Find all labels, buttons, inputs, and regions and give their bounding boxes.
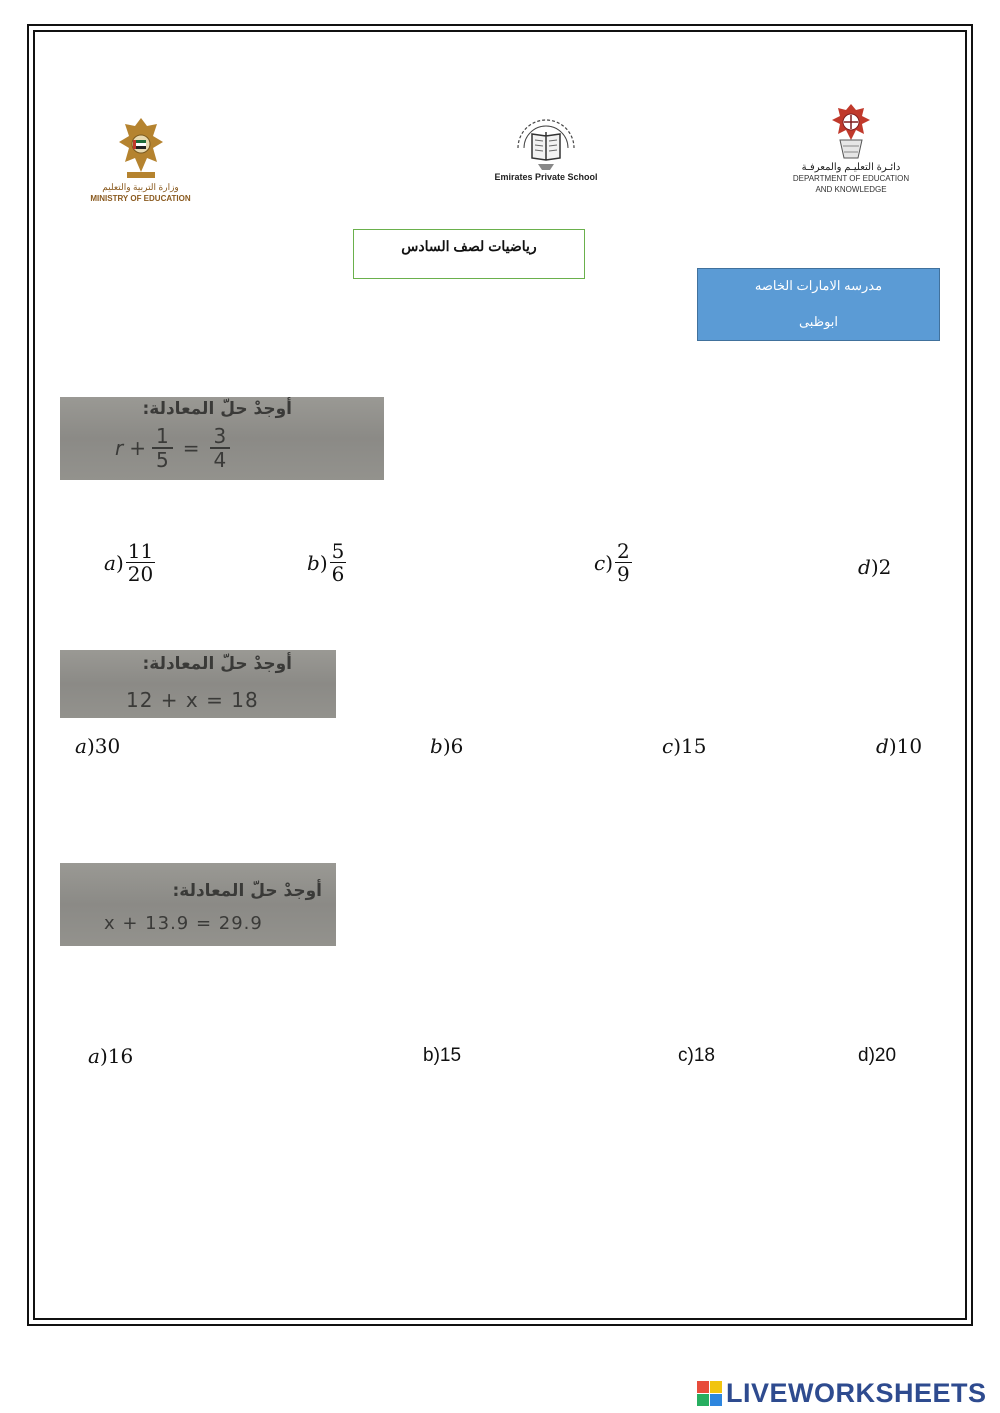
question-2-prompt: أوجدْ حلّ المعادلة: xyxy=(142,654,292,674)
school-logo xyxy=(490,108,602,183)
q1-option-d[interactable]: d ) 2 xyxy=(858,555,892,579)
option-letter: d xyxy=(858,555,871,579)
q2-option-b[interactable]: b ) 6 xyxy=(430,734,464,758)
question-2-image xyxy=(60,650,336,718)
school-english-text: Emirates Private School xyxy=(494,172,598,182)
option-letter: a xyxy=(88,1044,100,1068)
question-2-equation: 12 + x = 18 xyxy=(126,688,259,712)
q2-option-c[interactable]: c ) 15 xyxy=(662,734,707,758)
fraction-2-denominator: 4 xyxy=(213,448,227,472)
department-arabic-text: دائـرة التعليـم والمعرفـة xyxy=(801,162,901,173)
option-numerator: 5 xyxy=(331,539,345,563)
q3-option-d[interactable]: d)20 xyxy=(858,1045,897,1066)
q3-option-c[interactable]: c)18 xyxy=(678,1045,715,1066)
option-value: 2 xyxy=(878,555,892,579)
q1-option-b[interactable]: b ) $\frac{5}{6}$ xyxy=(307,539,345,586)
school-name-line2: ابوظبى xyxy=(798,314,839,329)
option-letter: a xyxy=(104,550,116,575)
option-denominator: 6 xyxy=(331,562,345,586)
ministry-english-text: MINISTRY OF EDUCATION xyxy=(90,194,191,203)
q1-option-a[interactable]: a ) $\frac{11}{20}$ xyxy=(104,539,154,586)
option-value: 15 xyxy=(681,734,707,758)
equation-variable: r xyxy=(115,436,124,460)
question-3-equation: x + 13.9 = 29.9 xyxy=(104,913,263,934)
q3-option-b[interactable]: b)15 xyxy=(423,1045,462,1066)
equation-fraction-2 xyxy=(210,425,231,471)
option-value: 6 xyxy=(450,734,464,758)
option-letter: d xyxy=(876,734,889,758)
option-denominator: 20 xyxy=(127,562,154,586)
fraction-1-denominator: 5 xyxy=(156,448,169,472)
school-name-box xyxy=(697,268,940,341)
ministry-arabic-text: وزارة التربية والتعليم xyxy=(102,182,179,192)
option-letter: b xyxy=(307,550,320,575)
q2-option-a[interactable]: a ) 30 xyxy=(75,734,121,758)
q3-option-a[interactable]: a ) 16 xyxy=(88,1044,134,1068)
school-name-line1: مدرسه الامارات الخاصه xyxy=(754,278,883,293)
option-fraction xyxy=(330,540,347,585)
option-value: 30 xyxy=(94,734,121,758)
department-logo xyxy=(790,100,912,195)
option-fraction xyxy=(615,540,632,585)
option-value: 16 xyxy=(107,1044,134,1068)
worksheet-title: رياضيات لصف السادس xyxy=(353,229,585,279)
option-denominator: 9 xyxy=(617,562,630,586)
fraction-1-numerator: 1 xyxy=(152,425,173,449)
option-value: 10 xyxy=(896,734,923,758)
question-1-prompt: أوجدْ حلّ المعادلة: xyxy=(142,399,292,419)
open-book-emblem-icon xyxy=(510,108,582,172)
ministry-logo xyxy=(88,112,193,204)
option-letter: c xyxy=(594,550,606,575)
question-1-image xyxy=(60,397,384,480)
q2-option-d[interactable]: d ) 10 xyxy=(876,734,923,758)
equation-fraction-1 xyxy=(152,425,173,471)
option-letter: c xyxy=(662,734,674,758)
equation-plus: + xyxy=(129,436,146,460)
fraction-2-numerator: 3 xyxy=(210,425,231,449)
equation-equals: = xyxy=(182,436,200,460)
liveworksheets-mark-icon xyxy=(697,1381,722,1406)
department-english-line2: AND KNOWLEDGE xyxy=(815,185,887,194)
department-english-line1: DEPARTMENT OF EDUCATION xyxy=(792,174,910,183)
option-letter: a xyxy=(75,734,87,758)
liveworksheets-brand-text: LIVEWORKSHEETS xyxy=(726,1378,987,1408)
question-1-equation xyxy=(115,425,230,471)
option-numerator: 11 xyxy=(127,539,154,563)
question-3-prompt: أوجدْ حلّ المعادلة: xyxy=(172,881,322,901)
abu-dhabi-emblem-icon xyxy=(826,100,876,162)
option-fraction xyxy=(126,540,155,585)
question-3-image xyxy=(60,863,336,946)
option-letter: b xyxy=(430,734,443,758)
q1-option-c[interactable]: c ) $\frac{2}{9}$ xyxy=(594,539,630,586)
liveworksheets-logo[interactable] xyxy=(697,1378,987,1409)
falcon-emblem-icon xyxy=(113,112,169,182)
option-numerator: 2 xyxy=(617,539,630,563)
